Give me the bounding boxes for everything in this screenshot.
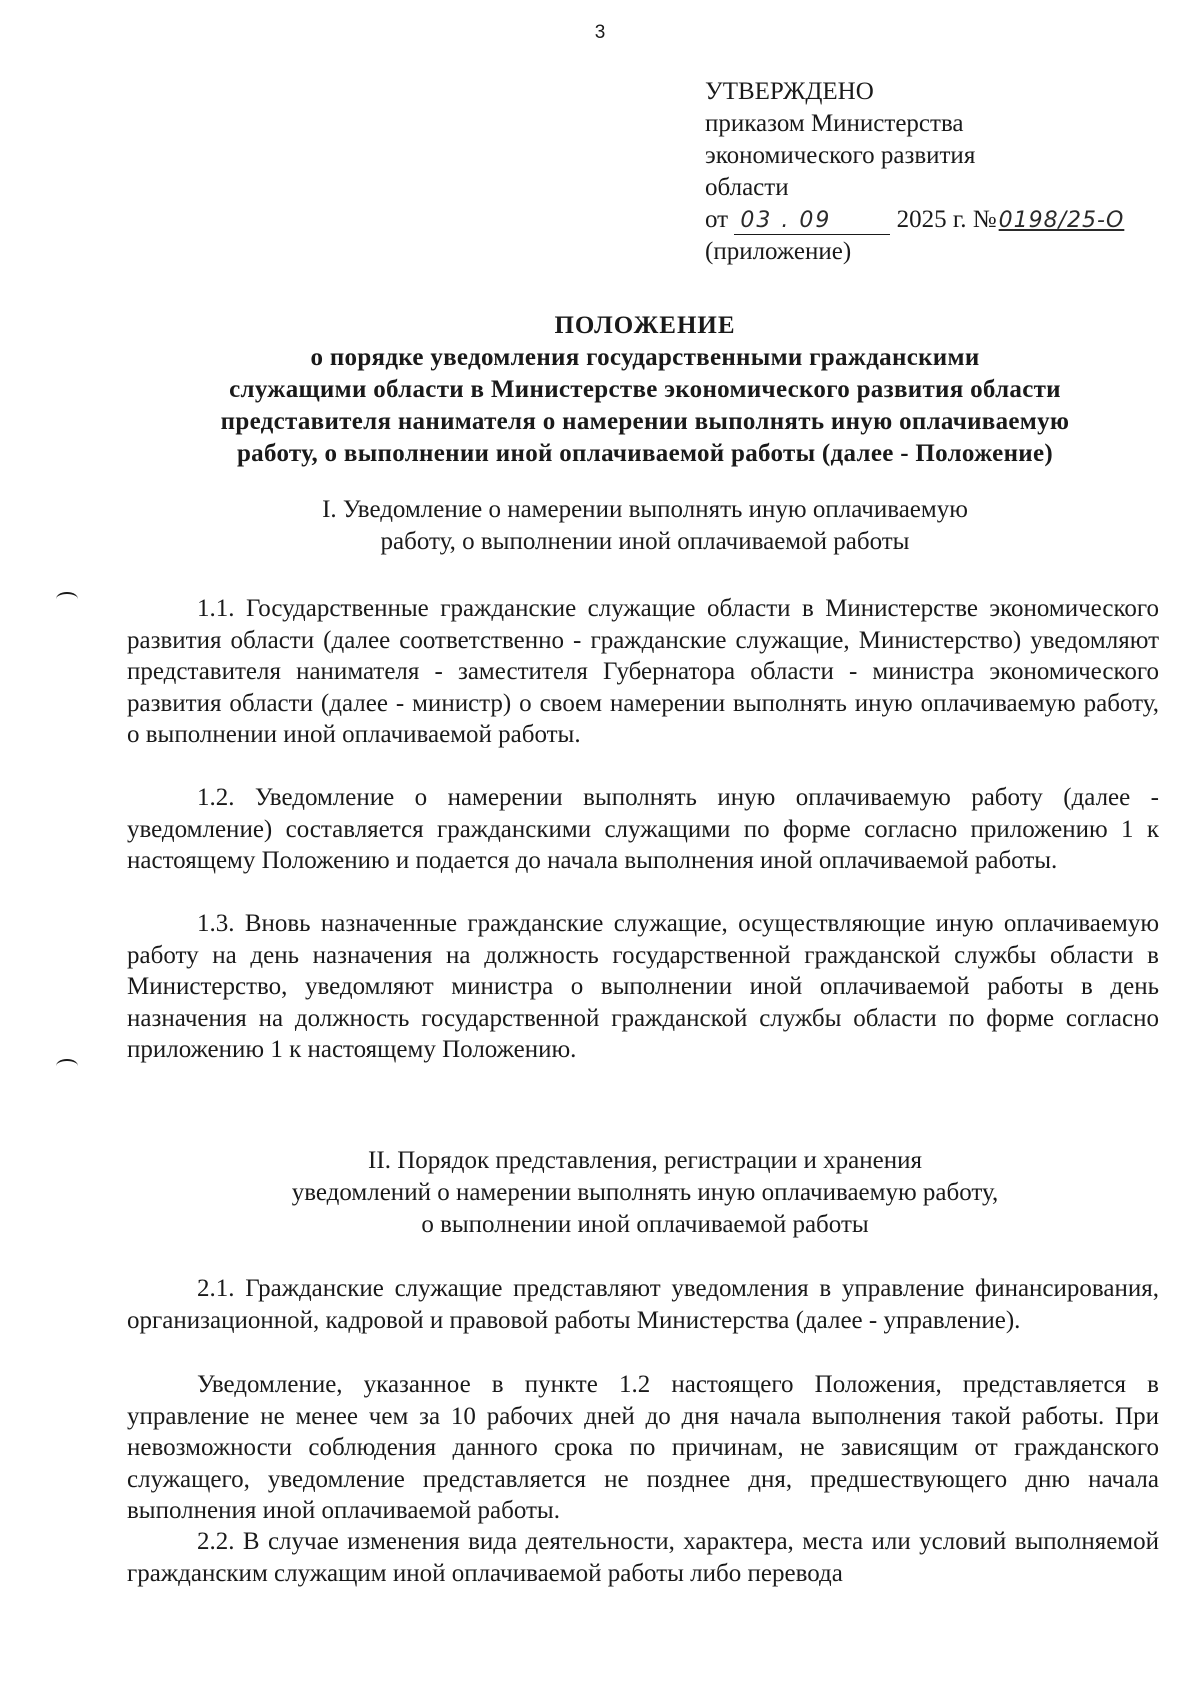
paragraph-1-1: 1.1. Государственные гражданские служащие области в Министерстве экономического развития области (далее соответственно - гражданские служащие, Министерство) уведомляют представителя нанимателя - заместителя Губернатора области - министра экономического развития области (далее - министр) о своем намерении выполнять иную оплачиваемую работу, о выполнении иной оплачиваемой работы. xyxy=(127,595,1159,748)
heading-line: работу, о выполнении иной оплачиваемой работы xyxy=(380,528,910,555)
approval-year: 2025 г. № xyxy=(896,206,997,233)
margin-mark xyxy=(56,1059,78,1073)
title-line: служащими области в Министерстве экономического развития области xyxy=(229,376,1061,403)
approval-heading: УТВЕРЖДЕНО xyxy=(705,78,874,105)
page-number: 3 xyxy=(594,22,606,43)
section-2-heading xyxy=(90,1145,1200,1241)
approval-line: приказом Министерства xyxy=(705,110,964,137)
heading-line: II. Порядок представления, регистрации и хранения xyxy=(368,1147,922,1174)
approval-note: (приложение) xyxy=(705,238,852,265)
handwritten-date: 03 . 09 xyxy=(734,208,890,235)
title-line: представителя нанимателя о намерении выполнять иную оплачиваемую xyxy=(220,408,1070,435)
paragraph-1-3: 1.3. Вновь назначенные гражданские служащие, осуществляющие иную оплачиваемую работу на день назначения на должность государственной гражданской службы области в Министерство, уведомляют министра о выполнении иной оплачиваемой работы в день назначения на должность государственной гражданской службы области по форме согласно приложению 1 к настоящему Положению. xyxy=(127,910,1159,1063)
title-line: о порядке уведомления государственными гражданскими xyxy=(310,344,980,371)
paragraph-2-1: 2.1. Гражданские служащие представляют уведомления в управление финансирования, организационной, кадровой и правовой работы Министерства (далее - управление). xyxy=(127,1275,1159,1334)
heading-line: уведомлений о намерении выполнять иную оплачиваемую работу, xyxy=(291,1179,999,1206)
approval-block xyxy=(705,76,1175,268)
paragraph-1-2: 1.2. Уведомление о намерении выполнять иную оплачиваемую работу (далее - уведомление) составляется гражданскими служащими по форме согласно приложению 1 к настоящему Положению и подается до начала выполнения иной оплачиваемой работы. xyxy=(127,784,1159,874)
document-title xyxy=(90,310,1200,470)
heading-line: I. Уведомление о намерении выполнять иную оплачиваемую xyxy=(322,496,968,523)
handwritten-order-number: 0198/25-О xyxy=(998,208,1125,233)
section-1-heading xyxy=(90,494,1200,558)
heading-line: о выполнении иной оплачиваемой работы xyxy=(421,1211,869,1238)
paragraph-2-1-notice: Уведомление, указанное в пункте 1.2 настоящего Положения, представляется в управление не менее чем за 10 рабочих дней до дня начала выполнения такой работы. При невозможности соблюдения данного срока по причинам, не зависящим от гражданского служащего, уведомление представляется не позднее дня, предшествующего дню начала выполнения иной оплачиваемой работы. xyxy=(127,1371,1159,1524)
margin-mark xyxy=(56,592,78,606)
title-line: работу, о выполнении иной оплачиваемой работы (далее - Положение) xyxy=(236,440,1054,467)
paragraph-2-2: 2.2. В случае изменения вида деятельности, характера, места или условий выполняемой гражданским служащим иной оплачиваемой работы либо перевода xyxy=(127,1528,1159,1587)
title-main: ПОЛОЖЕНИЕ xyxy=(554,312,736,339)
approval-line: экономического развития xyxy=(705,142,976,169)
approval-date-line xyxy=(705,204,1175,236)
approval-line: области xyxy=(705,174,789,201)
approval-date-prefix: от xyxy=(705,206,729,233)
